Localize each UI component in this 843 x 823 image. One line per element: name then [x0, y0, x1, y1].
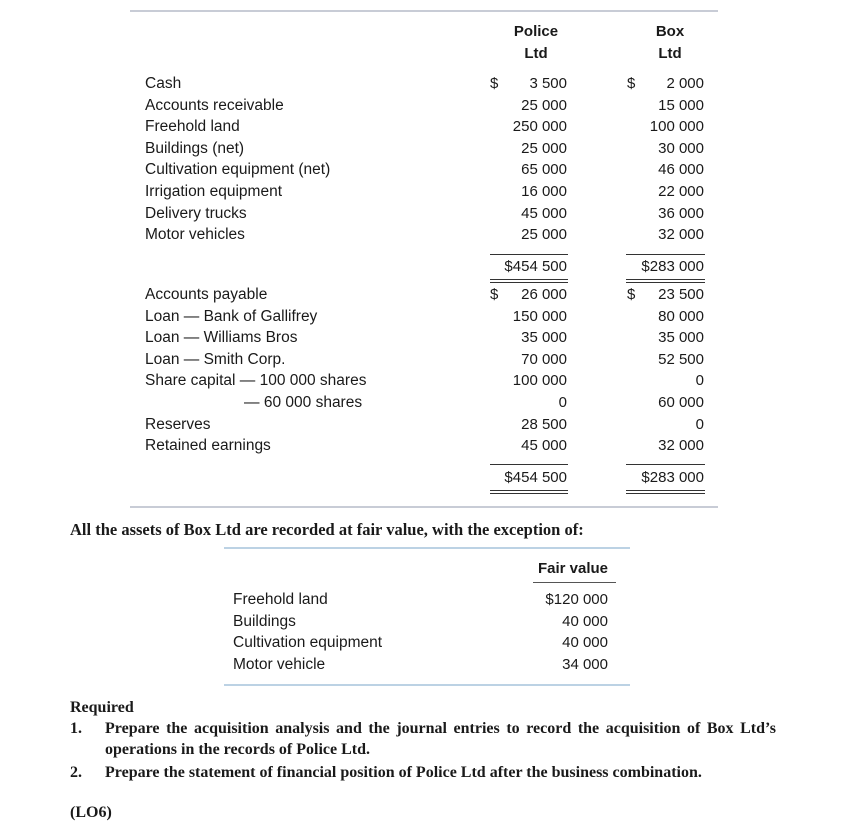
- police-ltd-header: Police Ltd: [513, 23, 559, 62]
- box-ltd-header: Box Ltd: [655, 23, 685, 62]
- liability-box-amount: 60 000: [658, 394, 704, 411]
- fair-value-row-value: 34 000: [562, 655, 608, 673]
- liab-box-double-underline-2: [626, 493, 705, 494]
- fair-value-row-label: Buildings: [233, 612, 296, 630]
- liability-row-label: — 60 000 shares: [145, 394, 363, 411]
- liability-row-label: Loan — Williams Bros: [145, 329, 298, 347]
- table-top-rule: [130, 10, 718, 12]
- liability-box-value: [605, 327, 704, 349]
- asset-box-amount: 32 000: [658, 226, 704, 244]
- asset-police-value: [470, 73, 567, 95]
- liability-police-value: [470, 370, 567, 392]
- asset-box-amount: 15 000: [658, 96, 704, 114]
- asset-box-value: [605, 95, 704, 117]
- liability-police-value: [470, 327, 567, 349]
- asset-police-amount: 45 000: [521, 204, 567, 222]
- asset-police-value: [470, 116, 567, 138]
- liability-police-amount: 70 000: [521, 350, 567, 368]
- liab-box-double-underline-1: [626, 490, 705, 491]
- liability-box-amount: 52 500: [658, 350, 704, 368]
- asset-row-label: Accounts receivable: [145, 96, 284, 114]
- currency-symbol: $: [490, 75, 499, 92]
- asset-row-label: Freehold land: [145, 118, 240, 136]
- asset-police-amount: 25 000: [521, 226, 567, 244]
- liability-box-value: [605, 284, 704, 306]
- liability-box-value: [605, 370, 704, 392]
- liability-box-value: [605, 306, 704, 328]
- liability-police-amount: 28 500: [521, 415, 567, 433]
- liability-police-amount: 100 000: [512, 372, 567, 390]
- liability-row-label: Loan — Bank of Gallifrey: [145, 307, 318, 325]
- asset-box-value: [605, 224, 704, 246]
- currency-symbol: $: [627, 286, 636, 303]
- fair-value-row-value: 40 000: [562, 612, 608, 630]
- liability-police-value: [470, 349, 567, 371]
- liab-police-double-underline-2: [490, 493, 568, 494]
- fair-value-bottom-rule: [224, 684, 630, 686]
- liability-box-amount: 35 000: [658, 329, 704, 347]
- assets-police-double-underline-1: [490, 279, 568, 280]
- currency-symbol: $: [490, 286, 499, 303]
- asset-row-label: Cultivation equipment (net): [145, 161, 331, 179]
- assets-police-double-underline-2: [490, 282, 568, 283]
- liability-police-value: [470, 414, 567, 436]
- assets-box-total-underline: [626, 254, 705, 255]
- liability-police-amount: 35 000: [521, 329, 567, 347]
- fair-value-row-label: Freehold land: [233, 591, 328, 608]
- asset-box-amount: 36 000: [658, 204, 704, 222]
- liab-police-double-underline-1: [490, 490, 568, 491]
- liability-row-label: Accounts payable: [145, 286, 268, 303]
- asset-police-value: [470, 138, 567, 160]
- liability-box-value: [605, 349, 704, 371]
- fair-value-top-rule: [224, 547, 630, 549]
- liability-row-label: Share capital — 100 000 shares: [145, 372, 367, 390]
- liability-row-label: Loan — Smith Corp.: [145, 350, 286, 368]
- asset-row-label: Irrigation equipment: [145, 183, 282, 200]
- asset-box-value: [605, 73, 704, 95]
- assets-police-total-underline: [490, 254, 568, 255]
- asset-police-value: [470, 203, 567, 225]
- fair-value-row-value: 40 000: [562, 634, 608, 652]
- asset-police-amount: 250 000: [512, 118, 567, 136]
- liability-police-value: [470, 392, 567, 414]
- fair-value-intro: All the assets of Box Ltd are recorded at fair value, with the exception of:: [70, 520, 584, 539]
- required-item-text: Prepare the acquisition analysis and the journal entries to record the acquisition of Box Ltd’s operations in the records of Police Ltd.: [105, 720, 776, 758]
- asset-box-amount: 30 000: [658, 139, 704, 157]
- asset-box-amount: 46 000: [658, 161, 704, 179]
- asset-box-value: [605, 181, 704, 203]
- asset-police-value: [470, 181, 567, 203]
- required-item-number: 1.: [70, 720, 82, 737]
- fair-value-row-value: $120 000: [545, 591, 608, 608]
- required-heading: Required: [70, 699, 134, 716]
- liability-box-amount: 80 000: [658, 307, 704, 325]
- required-item-1: [70, 718, 776, 760]
- fair-value-row-label: Motor vehicle: [233, 655, 326, 673]
- liabilities-box-total: $283 000: [641, 469, 704, 486]
- asset-police-amount: 25 000: [521, 96, 567, 114]
- asset-box-value: [605, 116, 704, 138]
- required-item-2: [70, 762, 776, 783]
- liability-box-value: [605, 392, 704, 414]
- currency-symbol: $: [627, 75, 636, 92]
- liabilities-police-total: $454 500: [504, 469, 567, 486]
- liability-police-value: [470, 435, 567, 457]
- asset-box-value: [605, 159, 704, 181]
- liability-box-amount: 0: [695, 415, 704, 433]
- asset-row-label: Delivery trucks: [145, 204, 247, 222]
- fair-value-header: Fair value: [537, 560, 609, 577]
- liability-police-amount: 150 000: [512, 307, 567, 325]
- asset-police-value: [470, 224, 567, 246]
- asset-box-value: [605, 138, 704, 160]
- liability-police-value: [470, 284, 567, 306]
- asset-box-amount: 22 000: [658, 183, 704, 200]
- assets-box-total: $283 000: [641, 258, 704, 275]
- liab-police-total-underline: [490, 464, 568, 465]
- liability-police-amount: 26 000: [521, 286, 567, 303]
- asset-row-label: Cash: [145, 75, 182, 92]
- liability-box-value: [605, 435, 704, 457]
- liability-police-amount: 45 000: [521, 437, 567, 455]
- table-bottom-rule: [130, 506, 718, 508]
- required-item-number: 2.: [70, 764, 82, 781]
- asset-police-amount: 25 000: [521, 139, 567, 157]
- liability-row-label: Reserves: [145, 415, 211, 433]
- asset-police-amount: 65 000: [521, 161, 567, 179]
- required-item-text: Prepare the statement of financial position of Police Ltd after the business combination.: [105, 764, 702, 781]
- asset-box-value: [605, 203, 704, 225]
- liability-box-amount: 32 000: [658, 437, 704, 455]
- liability-row-label: Retained earnings: [145, 437, 271, 455]
- liability-box-amount: 23 500: [658, 286, 704, 303]
- asset-row-label: Buildings (net): [145, 139, 245, 157]
- assets-police-total: $454 500: [504, 258, 567, 275]
- asset-police-amount: 16 000: [521, 183, 567, 200]
- liability-police-amount: 0: [558, 394, 567, 411]
- fair-value-header-underline: [533, 582, 616, 583]
- learning-outcome: (LO6): [70, 804, 112, 821]
- liability-box-amount: 0: [695, 372, 704, 390]
- asset-box-amount: 2 000: [666, 75, 704, 92]
- asset-police-value: [470, 159, 567, 181]
- asset-box-amount: 100 000: [649, 118, 704, 136]
- assets-box-double-underline-2: [626, 282, 705, 283]
- asset-police-amount: 3 500: [529, 75, 567, 92]
- fair-value-row-label: Cultivation equipment: [233, 634, 383, 652]
- asset-row-label: Motor vehicles: [145, 226, 245, 244]
- liability-box-value: [605, 414, 704, 436]
- liability-police-value: [470, 306, 567, 328]
- liab-box-total-underline: [626, 464, 705, 465]
- asset-police-value: [470, 95, 567, 117]
- assets-box-double-underline-1: [626, 279, 705, 280]
